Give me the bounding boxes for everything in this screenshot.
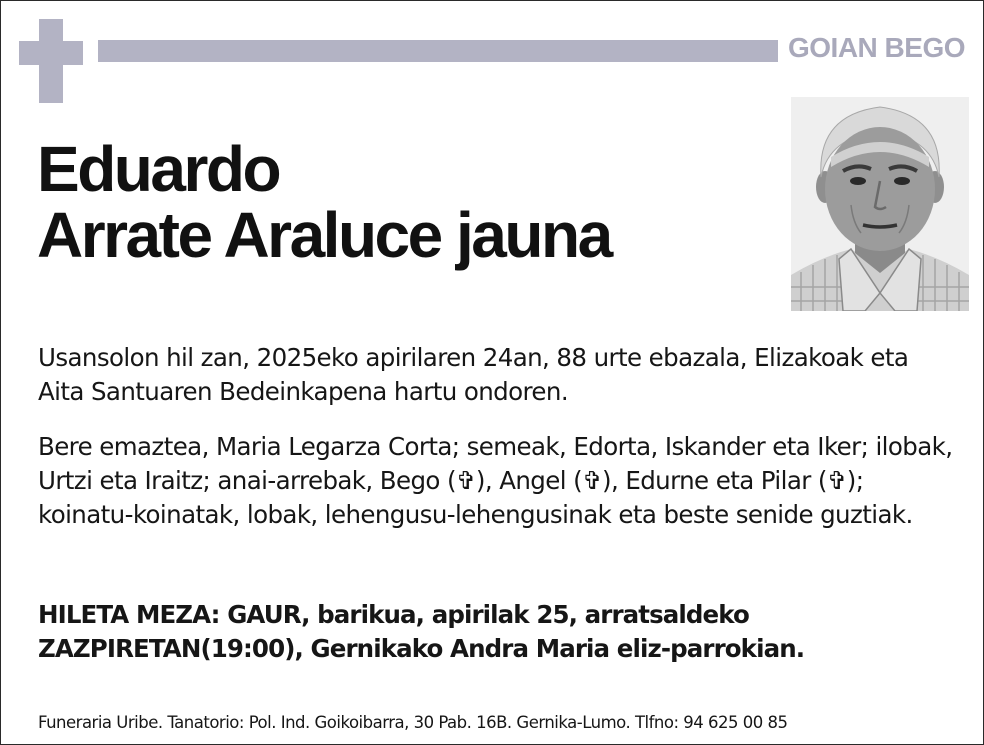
death-info-paragraph: Usansolon hil zan, 2025eko apirilaren 24an, 88 urte ebazala, Elizakoak eta Aita Santuaren Bedeinkapena hartu ondoren. <box>38 343 909 406</box>
deceased-first-name: Eduardo <box>37 133 280 205</box>
family-paragraph: Bere emaztea, Maria Legarza Corta; semeak, Edorta, Iskander eta Iker; ilobak, Urtzi eta Iraitz; anai-arrebak, Bego (✞), Angel (✞), Edurne eta Pilar (✞); koinatu-koinatak, lobak, lehengusu-lehengusinak eta beste senide guztiak. <box>38 432 953 529</box>
deceased-name <box>37 133 611 271</box>
portrait-photo <box>791 97 969 311</box>
latin-cross-icon <box>19 19 83 103</box>
funeral-home-footer: Funeraria Uribe. Tanatorio: Pol. Ind. Goikoibarra, 30 Pab. 16B. Gernika-Lumo. Tlfno: 94 625 00 85 <box>38 713 788 732</box>
funeral-mass-paragraph: HILETA MEZA: GAUR, barikua, apirilak 25, arratsaldeko ZAZPIRETAN(19:00), Gernikako Andra Maria eliz-parrokian. <box>38 600 805 663</box>
portrait-illustration <box>791 97 969 311</box>
header-bar <box>98 40 778 62</box>
deceased-surnames: Arrate Araluce jauna <box>37 199 611 271</box>
header-label: GOIAN BEGO <box>787 32 965 63</box>
